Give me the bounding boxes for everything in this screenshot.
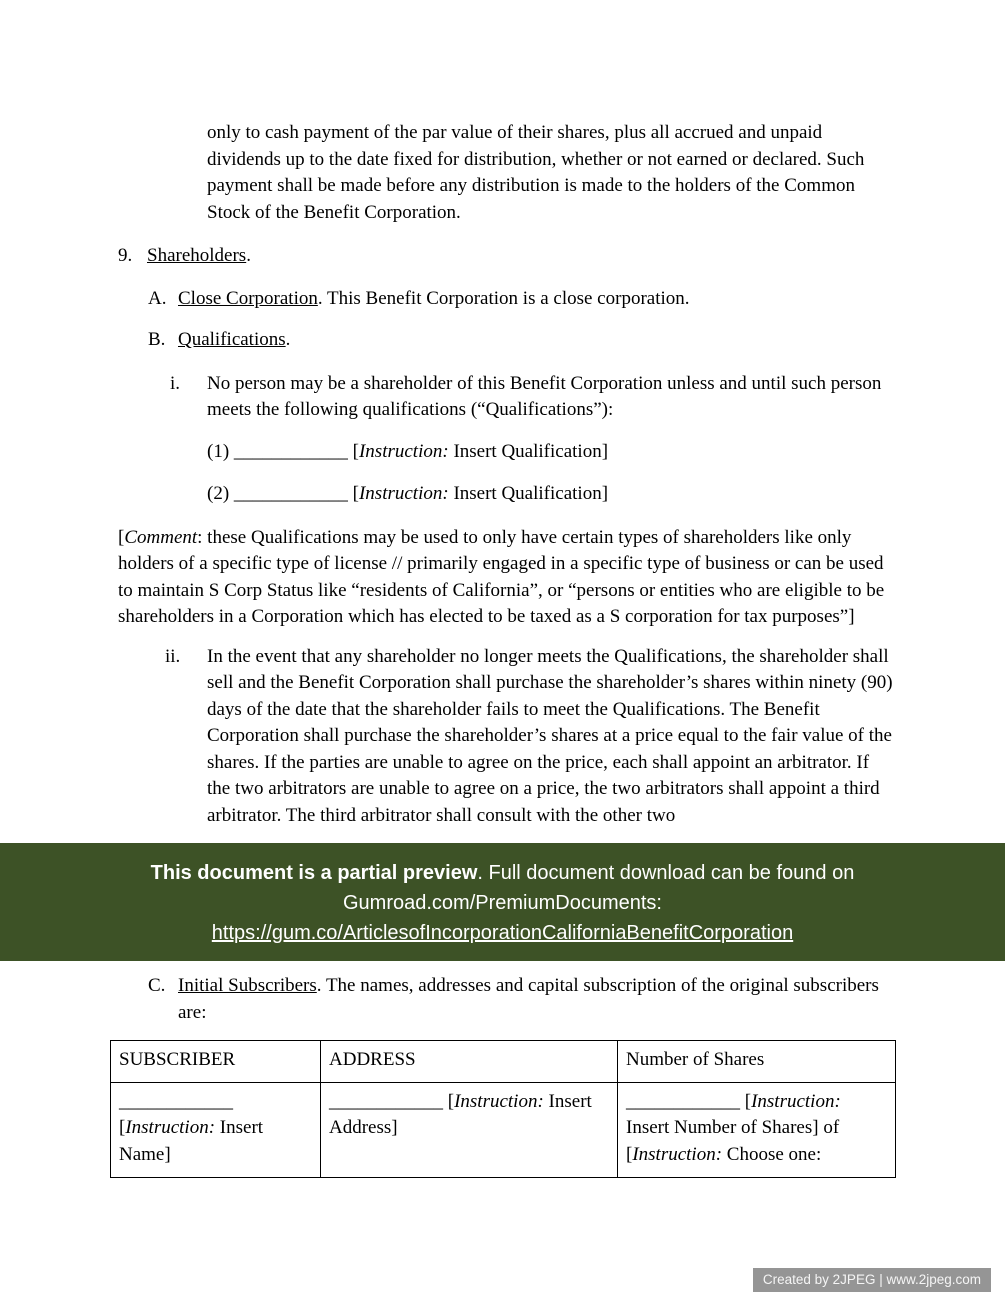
item-a-text: . This Benefit Corporation is a close corporation. (317, 287, 690, 309)
qualification-1-number: (1) (207, 440, 230, 462)
gumroad-link[interactable]: https://gum.co/ArticlesofIncorporationCaliforniaBenefitCorporation (211, 922, 794, 944)
banner-line-3 (0, 918, 1005, 948)
table-header-row (111, 1041, 896, 1083)
qualification-2-number: (2) (207, 483, 230, 504)
cell-number-of-shares (618, 1082, 896, 1177)
document-body (118, 120, 897, 829)
preview-banner (0, 843, 1005, 961)
item-c-text: . The names, addresses and capital subscription of the original subscribers are: (178, 975, 879, 1023)
bracket-open: [ (352, 483, 359, 504)
instruction-label: Instruction: (358, 483, 449, 504)
item-a-label: A. (148, 287, 167, 309)
item-i-label: i. (170, 372, 181, 394)
table-row (111, 1082, 896, 1177)
qualification-1-blank: ____________ (233, 440, 348, 462)
item-a (148, 286, 897, 313)
header-subscriber: SUBSCRIBER (111, 1041, 321, 1083)
instruction-label: Instruction: (454, 1090, 544, 1112)
section-9-number: 9. (118, 245, 133, 266)
item-c-heading: Initial Subscribers (178, 975, 317, 996)
instruction-label: Instruction: (632, 1143, 723, 1165)
item-c-label: C. (148, 975, 166, 996)
shares-blank: ____________ (626, 1090, 740, 1112)
cell-address (321, 1082, 618, 1177)
bracket-open: [ (119, 1117, 126, 1138)
comment-label: Comment (124, 526, 198, 548)
bracket-open: [ (118, 526, 125, 548)
instruction-label: Instruction: (125, 1117, 216, 1138)
subscriber-blank: ____________ (119, 1090, 233, 1112)
subscribers-table (110, 1040, 896, 1178)
comment-paragraph (118, 525, 897, 631)
item-ii (165, 644, 897, 830)
qualification-line-1 (207, 439, 897, 466)
item-ii-text: In the event that any shareholder no longer meets the Qualifications, the shareholder shall sell and the Benefit Corporation shall purchase the shareholder’s shares within ninety (90) days of the date that the shareholder fails to meet the Qualifications. The Benefit Corporation shall purchase the shareholder’s shares at a price equal to the fair value of the shares. If the parties are unable to agree on the price, each shall appoint an arbitrator. If the two arbitrators are unable to agree on a price, the two arbitrators shall appoint a third arbitrator. The third arbitrator shall consult with the other two (207, 645, 893, 826)
qualification-2-instruction (353, 483, 608, 504)
bracket-open: [ (352, 440, 359, 462)
section-9-heading: Shareholders (147, 245, 247, 266)
bracket-open: [ (744, 1090, 752, 1112)
qualification-1-instruction (353, 441, 608, 462)
subscriber-instruction (119, 1117, 263, 1165)
item-i-text: No person may be a shareholder of this Benefit Corporation unless and until such person meets the following qualifications (“Qualifications”): (207, 372, 882, 420)
item-a-text-line (178, 286, 897, 313)
item-a-heading: Close Corporation (178, 287, 318, 309)
instruction-text: Insert Name] (119, 1117, 264, 1165)
address-blank: ____________ (329, 1090, 443, 1112)
item-b-suffix: . (285, 329, 291, 350)
qualification-2-blank: ____________ (233, 483, 348, 504)
banner-line-2: Gumroad.com/PremiumDocuments: (343, 892, 662, 914)
section-9-suffix: . (246, 245, 251, 266)
item-b-label: B. (148, 329, 166, 350)
instruction-text: Insert Qualification] (448, 483, 609, 504)
instruction-text: Insert Number of Shares] of (626, 1117, 840, 1138)
section-9 (118, 243, 897, 270)
section-9-heading-line (147, 243, 897, 270)
instruction-label: Instruction: (358, 440, 449, 462)
bracket-open: [ (626, 1143, 633, 1165)
banner-bold-text: This document is a partial preview (150, 862, 478, 884)
instruction-label: Instruction: (751, 1090, 841, 1112)
subscribers-section (110, 973, 895, 1178)
item-b-text-line (178, 327, 897, 354)
header-address: ADDRESS (321, 1041, 618, 1083)
item-b-heading: Qualifications (178, 329, 286, 350)
shares-instruction-2 (626, 1144, 821, 1165)
comment-text: : these Qualifications may be used to only have certain types of shareholders like only holders of a specific type of license // primarily engaged in a specific type of business or can be used to maintain S Corp Status like “residents of California”, or “persons or entities who are eligible to be shareholders in a Corporation which has elected to be taxed as a S corporation for tax purposes”] (118, 526, 885, 627)
bracket-open: [ (447, 1090, 455, 1112)
banner-text: . Full document download can be found on (477, 862, 855, 884)
item-ii-label: ii. (165, 645, 181, 667)
banner-line-1 (0, 858, 1005, 888)
item-c (148, 973, 895, 1026)
intro-paragraph: only to cash payment of the par value of their shares, plus all accrued and unpaid dividends up to the date fixed for distribution, whether or not earned or declared. Such payment shall be made before any distribution is made to the holders of the Common Stock of the Benefit Corporation. (207, 122, 865, 223)
header-number-of-shares: Number of Shares (618, 1041, 896, 1083)
instruction-text: Insert Qualification] (448, 440, 609, 462)
item-i (170, 371, 897, 424)
item-c-text-line (178, 973, 895, 1026)
item-b (148, 327, 897, 354)
qualification-line-2 (207, 481, 897, 508)
watermark-badge: Created by 2JPEG | www.2jpeg.com (753, 1268, 991, 1292)
instruction-text: Choose one: (722, 1143, 822, 1165)
cell-subscriber (111, 1082, 321, 1177)
instruction-text: Insert Address] (329, 1090, 592, 1138)
